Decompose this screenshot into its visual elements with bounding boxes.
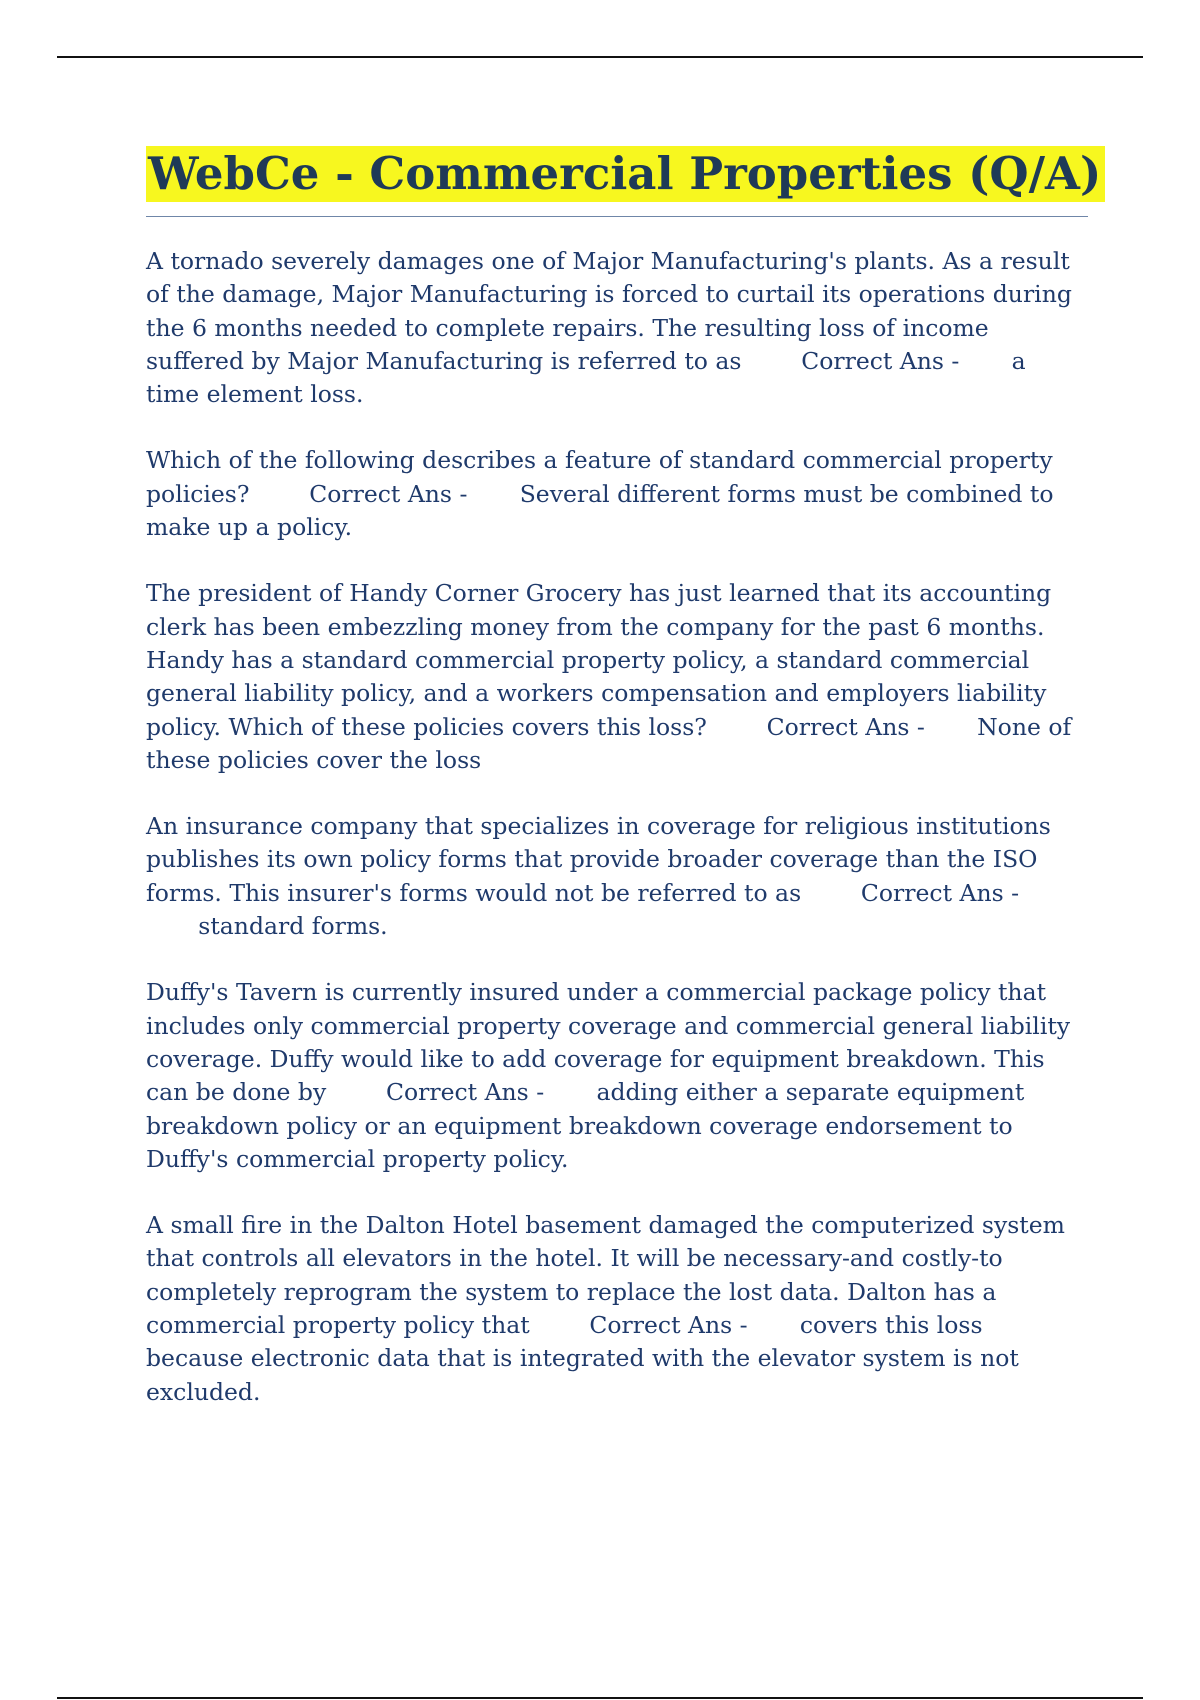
answer-label: Correct Ans - xyxy=(309,479,468,508)
qa-item xyxy=(146,245,1086,411)
answer-label: Correct Ans - xyxy=(801,346,960,375)
qa-list xyxy=(146,245,1086,1442)
page-title: WebCe - Commercial Properties (Q/A) xyxy=(146,146,1105,202)
bottom-rule xyxy=(57,1697,1143,1699)
answer-text: a time element loss. xyxy=(146,346,1026,409)
question-text: An insurance company that specializes in coverage for religious institutions publishes its own policy forms that provide broader coverage than the ISO forms. This insurer's forms would not be referred to as xyxy=(146,812,1051,907)
answer-label: Correct Ans - xyxy=(589,1311,748,1340)
question-text: Duffy's Tavern is currently insured under a commercial package policy that includes only commercial property coverage and commercial general liability coverage. Duffy would like to add coverage for equipment breakdown. This can be done by xyxy=(146,978,1071,1107)
question-text: A small fire in the Dalton Hotel basement damaged the computerized system that controls all elevators in the hotel. It will be necessary-and costly-to completely reprogram the system to replace the lost data. Dalton has a commercial property policy that xyxy=(146,1211,1065,1340)
answer-text: standard forms. xyxy=(198,912,388,941)
question-text: Which of the following describes a feature of standard commercial property policies? xyxy=(146,446,1053,508)
qa-item xyxy=(146,1209,1086,1409)
answer-text: None of these policies cover the loss xyxy=(146,712,1072,774)
answer-label: Correct Ans - xyxy=(766,712,925,741)
title-block xyxy=(146,142,1102,217)
answer-text: covers this loss because electronic data that is integrated with the elevator system is not excluded. xyxy=(146,1311,1019,1406)
top-rule xyxy=(57,56,1143,58)
qa-item xyxy=(146,976,1086,1176)
answer-text: Several different forms must be combined to make up a policy. xyxy=(146,479,1054,542)
answer-text: adding either a separate equipment breakdown policy or an equipment breakdown coverage endorsement to Duffy's commercial property policy. xyxy=(146,1078,1025,1173)
answer-label: Correct Ans - xyxy=(386,1078,545,1107)
answer-label: Correct Ans - xyxy=(860,878,1020,907)
qa-item xyxy=(146,810,1086,943)
question-text: A tornado severely damages one of Major Manufacturing's plants. As a result of the damage, Major Manufacturing is forced to curtail its operations during the 6 months needed to complete repairs. The resulting loss of income suffered by Major Manufacturing is referred to as xyxy=(146,247,1072,375)
qa-item xyxy=(146,577,1086,777)
qa-item xyxy=(146,444,1086,544)
question-text: The president of Handy Corner Grocery has just learned that its accounting clerk has been embezzling money from the company for the past 6 months. Handy has a standard commercial property policy, a standard commercial general liability policy, and a workers compensation and employers liability policy. Which of these policies covers this loss? xyxy=(146,579,1052,741)
